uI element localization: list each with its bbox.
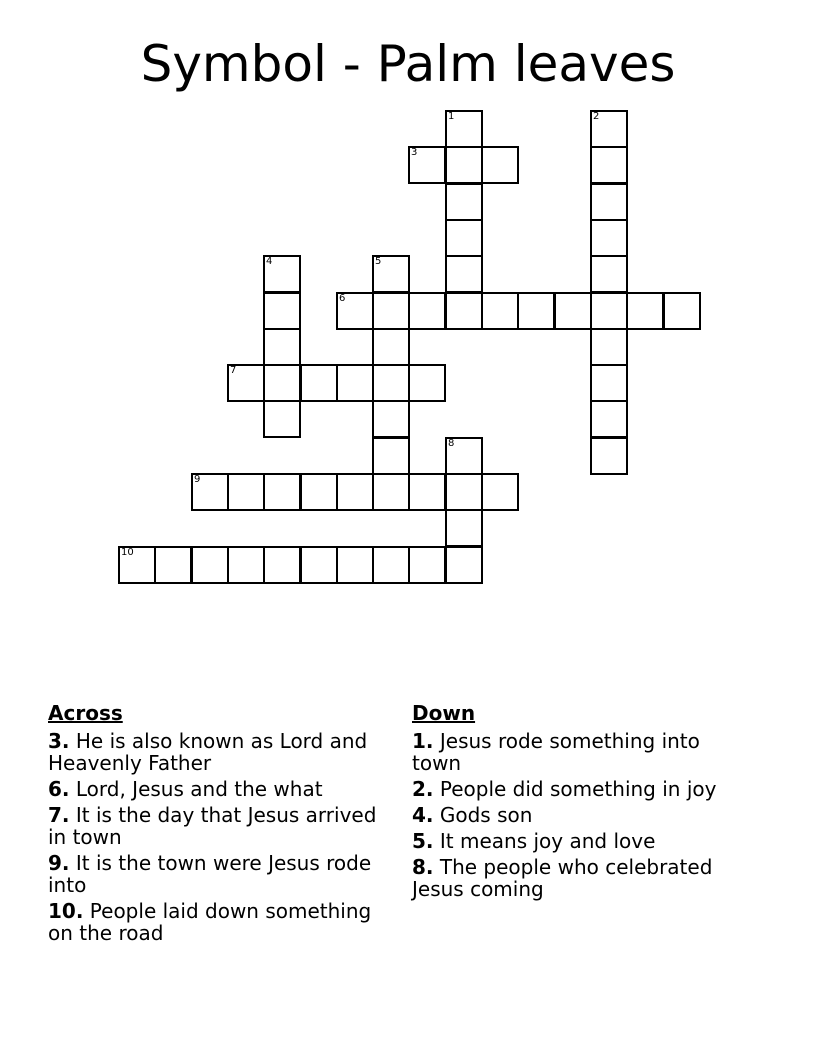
cell-number: 4	[266, 256, 273, 267]
down-clues	[412, 702, 752, 904]
clue-text: Lord, Jesus and the what	[75, 777, 323, 801]
clue-number: 6.	[48, 777, 70, 801]
clue-number: 5.	[412, 829, 434, 853]
grid-cell[interactable]	[590, 183, 628, 221]
grid-cell[interactable]	[554, 292, 592, 330]
grid-cell[interactable]	[445, 473, 483, 511]
cell-number: 7	[230, 365, 237, 376]
clue-text: It is the day that Jesus arrived in town	[48, 803, 377, 849]
grid-cell[interactable]	[590, 328, 628, 366]
grid-cell[interactable]	[445, 219, 483, 257]
grid-cell[interactable]	[191, 546, 229, 584]
grid-cell[interactable]	[590, 364, 628, 402]
clue-number: 8.	[412, 855, 434, 879]
grid-cell[interactable]	[590, 255, 628, 293]
cell-number: 9	[194, 474, 201, 485]
clue-number: 3.	[48, 729, 70, 753]
grid-cell[interactable]	[590, 400, 628, 438]
clue-text: He is also known as Lord and Heavenly Father	[48, 729, 368, 775]
across-heading: Across	[48, 701, 123, 725]
grid-cell[interactable]	[227, 473, 265, 511]
clue-number: 4.	[412, 803, 434, 827]
clue-text: Jesus rode something into town	[412, 729, 700, 775]
grid-cell[interactable]	[445, 437, 483, 475]
clue-across	[48, 900, 393, 944]
grid-cell[interactable]	[590, 110, 628, 148]
cell-number: 6	[339, 293, 346, 304]
clue-across	[48, 804, 393, 848]
grid-cell[interactable]	[263, 364, 301, 402]
cell-number: 1	[448, 111, 455, 122]
clue-number: 2.	[412, 777, 434, 801]
grid-cell[interactable]	[227, 364, 265, 402]
grid-cell[interactable]	[263, 400, 301, 438]
across-clues	[48, 702, 393, 948]
cell-number: 5	[375, 256, 382, 267]
clue-across	[48, 852, 393, 896]
page-title: Symbol - Palm leaves	[140, 35, 676, 93]
clue-text: It means joy and love	[439, 829, 656, 853]
grid-cell[interactable]	[372, 437, 410, 475]
cell-number: 3	[411, 147, 418, 158]
cell-number: 2	[593, 111, 600, 122]
clue-across	[48, 778, 393, 800]
grid-cell[interactable]	[372, 400, 410, 438]
grid-cell[interactable]	[481, 473, 519, 511]
grid-cell[interactable]	[590, 219, 628, 257]
grid-cell[interactable]	[663, 292, 701, 330]
grid-cell[interactable]	[336, 546, 374, 584]
clue-number: 1.	[412, 729, 434, 753]
grid-cell[interactable]	[481, 146, 519, 184]
clue-down	[412, 856, 752, 900]
grid-cell[interactable]	[372, 546, 410, 584]
grid-cell[interactable]	[445, 146, 483, 184]
grid-cell[interactable]	[445, 255, 483, 293]
down-heading: Down	[412, 701, 476, 725]
clue-number: 10.	[48, 899, 84, 923]
grid-cell[interactable]	[372, 292, 410, 330]
grid-cell[interactable]	[626, 292, 664, 330]
grid-cell[interactable]	[336, 473, 374, 511]
grid-cell[interactable]	[445, 546, 483, 584]
grid-cell[interactable]	[590, 292, 628, 330]
grid-cell[interactable]	[445, 509, 483, 547]
grid-cell[interactable]	[408, 473, 446, 511]
grid-cell[interactable]	[408, 546, 446, 584]
clue-text: People laid down something on the road	[48, 899, 372, 945]
grid-cell[interactable]	[118, 546, 156, 584]
grid-cell[interactable]	[300, 546, 338, 584]
grid-cell[interactable]	[154, 546, 192, 584]
clue-text: People did something in joy	[439, 777, 717, 801]
grid-cell[interactable]	[263, 292, 301, 330]
clue-down	[412, 830, 752, 852]
grid-cell[interactable]	[372, 473, 410, 511]
grid-cell[interactable]	[300, 364, 338, 402]
clue-across	[48, 730, 393, 774]
grid-cell[interactable]	[517, 292, 555, 330]
grid-cell[interactable]	[227, 546, 265, 584]
grid-cell[interactable]	[445, 183, 483, 221]
grid-cell[interactable]	[191, 473, 229, 511]
grid-cell[interactable]	[300, 473, 338, 511]
grid-cell[interactable]	[336, 292, 374, 330]
grid-cell[interactable]	[590, 437, 628, 475]
clue-text: The people who celebrated Jesus coming	[412, 855, 713, 901]
clue-text: It is the town were Jesus rode into	[48, 851, 372, 897]
grid-cell[interactable]	[263, 473, 301, 511]
clue-down	[412, 804, 752, 826]
cell-number: 10	[121, 547, 134, 558]
clue-down	[412, 730, 752, 774]
clue-down	[412, 778, 752, 800]
cell-number: 8	[448, 438, 455, 449]
grid-cell[interactable]	[408, 292, 446, 330]
grid-cell[interactable]	[372, 328, 410, 366]
clue-number: 7.	[48, 803, 70, 827]
grid-cell[interactable]	[372, 255, 410, 293]
grid-cell[interactable]	[336, 364, 374, 402]
grid-cell[interactable]	[445, 110, 483, 148]
clue-number: 9.	[48, 851, 70, 875]
grid-cell[interactable]	[408, 146, 446, 184]
grid-cell[interactable]	[408, 364, 446, 402]
clue-text: Gods son	[439, 803, 533, 827]
grid-cell[interactable]	[372, 364, 410, 402]
grid-cell[interactable]	[481, 292, 519, 330]
grid-cell[interactable]	[590, 146, 628, 184]
grid-cell[interactable]	[263, 255, 301, 293]
grid-cell[interactable]	[263, 546, 301, 584]
grid-cell[interactable]	[263, 328, 301, 366]
grid-cell[interactable]	[445, 292, 483, 330]
